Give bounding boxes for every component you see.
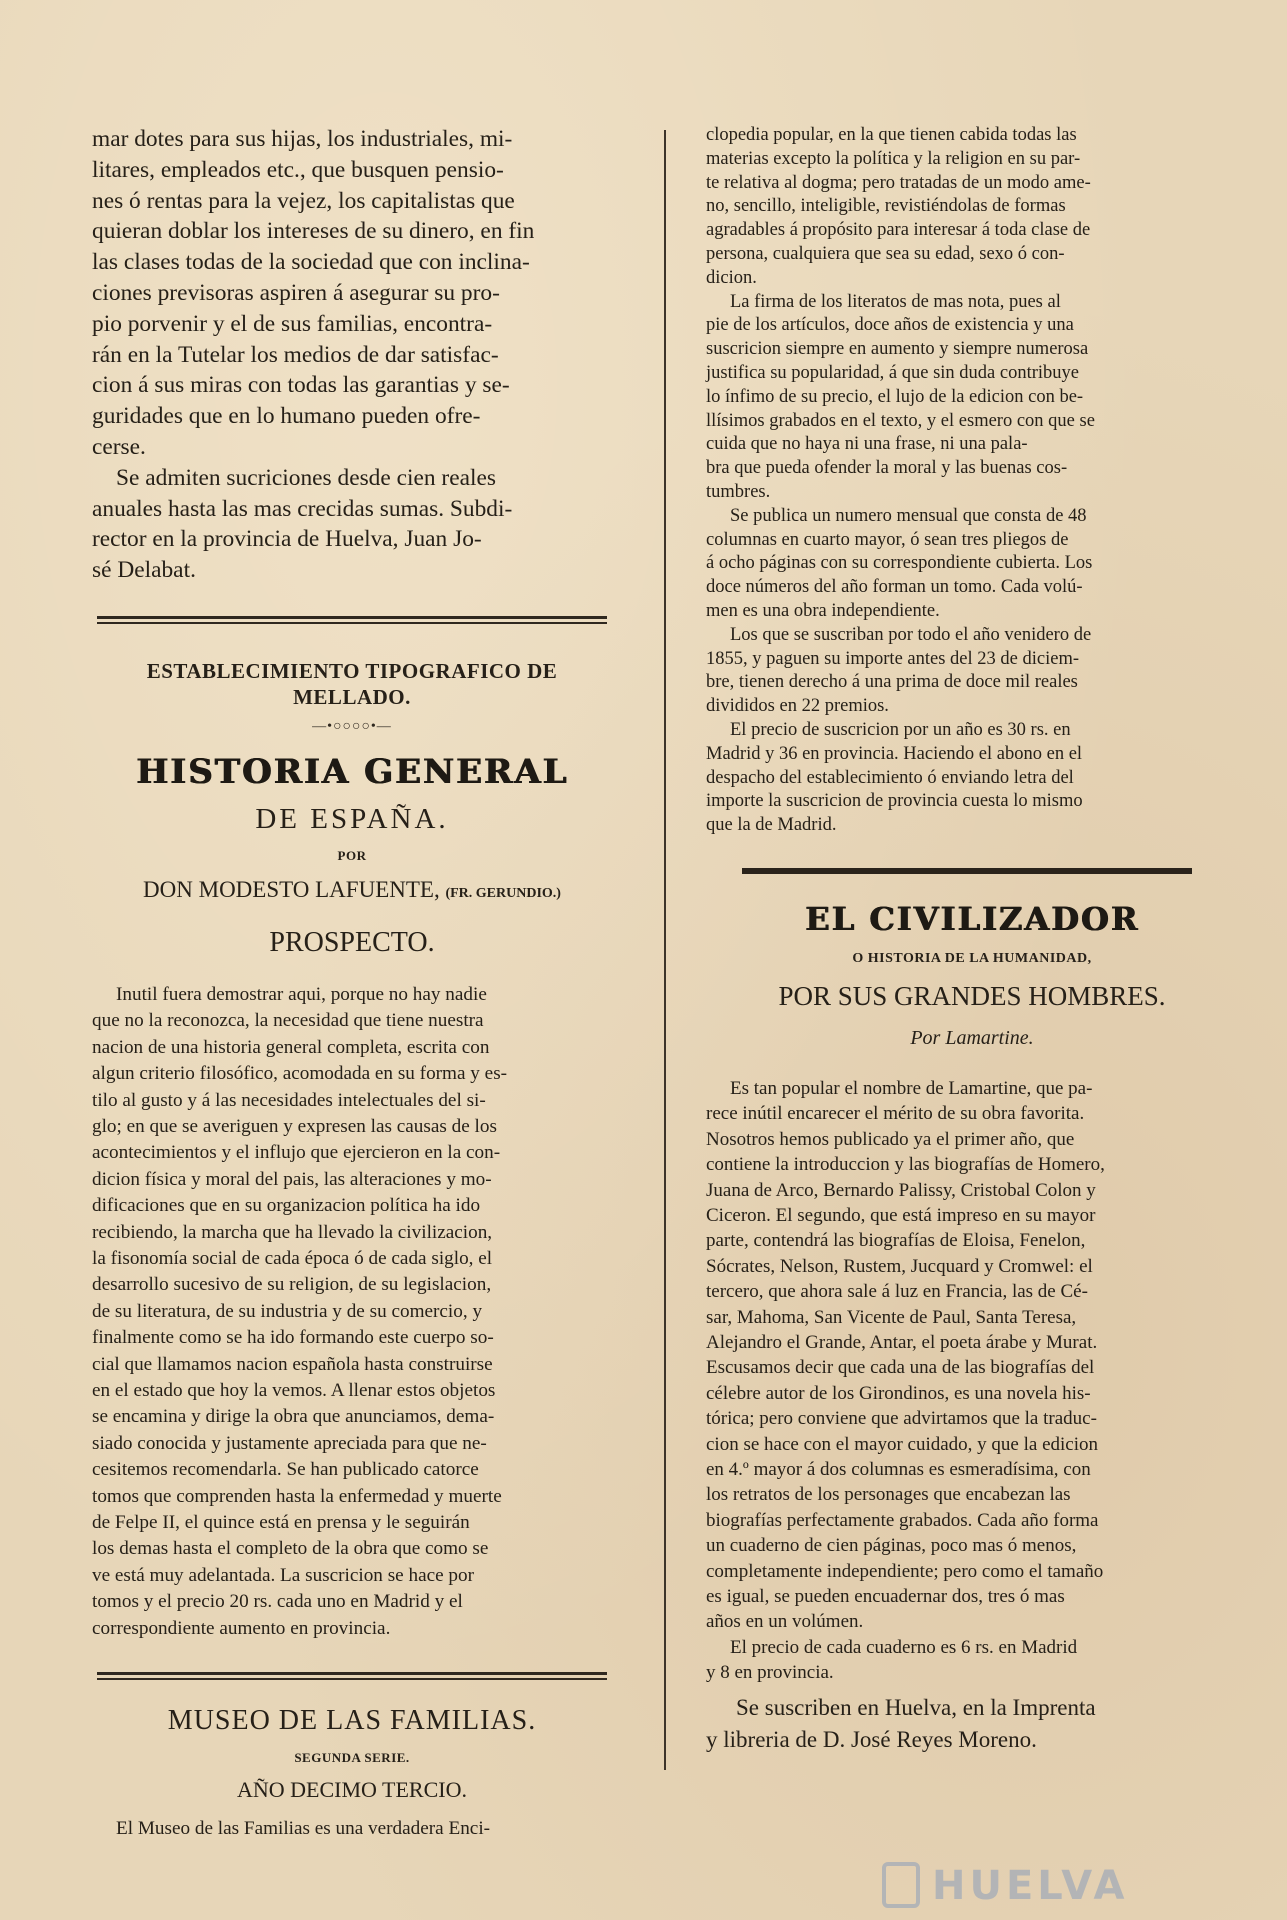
text-line: tórica; pero conviene que advirtamos que la traduc-: [706, 1408, 1097, 1430]
text-line: importe la suscricion de provincia cuesta lo mismo: [706, 791, 1083, 812]
tutelar-paragraph: [92, 124, 612, 463]
text-line: acontecimientos y el influjo que ejercieron en la con-: [92, 1142, 501, 1164]
text-line: un cuaderno de cien páginas, poco mas ó menos,: [706, 1535, 1077, 1557]
text-line: Se admiten sucriciones desde cien reales: [116, 464, 496, 491]
text-line: divididos en 22 premios.: [706, 696, 889, 717]
left-column: [92, 124, 612, 1843]
text-line: que no la reconozca, la necesidad que tiene nuestra: [92, 1010, 484, 1032]
text-line: tilo al gusto y á las necesidades intelectuales del si-: [92, 1089, 486, 1111]
text-line: clopedia popular, en la que tienen cabida todas las: [706, 125, 1077, 145]
text-line: Ciceron. El segundo, que está impreso en su mayor: [706, 1204, 1096, 1226]
text-line: bra que pueda ofender la moral y las buenas cos-: [706, 458, 1068, 479]
text-line: sar, Mahoma, San Vicente de Paul, Santa Teresa,: [706, 1306, 1077, 1328]
text-line: de Felpe II, el quince está en prensa y le seguirán: [92, 1512, 470, 1534]
civilizador-precio: [706, 1635, 1238, 1686]
civilizador-subtitle: O HISTORIA DE LA HUMANIDAD,: [852, 950, 1092, 966]
text-line: Nosotros hemos publicado ya el primer año, que: [706, 1128, 1075, 1150]
historia-title: HISTORIA GENERAL: [135, 751, 569, 792]
text-line: llísimos grabados en el texto, y el esmero con que se: [706, 410, 1095, 431]
prospecto-paragraph: [92, 982, 612, 1642]
text-line: tomos que comprenden hasta la enfermedad y muerte: [92, 1485, 502, 1507]
text-line: las clases todas de la sociedad que con inclina-: [92, 249, 530, 276]
right-column: [706, 124, 1238, 1756]
text-line: Juana de Arco, Bernardo Palissy, Cristobal Colon y: [706, 1179, 1096, 1201]
text-line: y 8 en provincia.: [706, 1662, 834, 1684]
text-line: finalmente como se ha ido formando este cuerpo so-: [92, 1327, 494, 1349]
text-line: guridades que en lo humano pueden ofre-: [92, 403, 481, 430]
text-line: rece inútil encarecer el mérito de su obra favorita.: [706, 1103, 1085, 1125]
text-line: parte, contendrá las biografías de Eloisa, Fenelon,: [706, 1230, 1086, 1252]
text-line: célebre autor de los Girondinos, es una novela his-: [706, 1382, 1091, 1404]
civilizador-title: EL CIVILIZADOR: [804, 899, 1140, 938]
text-line: litares, empleados etc., que busquen pensio-: [92, 156, 504, 183]
text-line: en el estado que hoy la vemos. A llenar estos objetos: [92, 1380, 496, 1402]
text-line: tomos y el precio 20 rs. cada uno en Madrid y el: [92, 1591, 463, 1613]
text-line: El precio de suscricion por un año es 30 rs. en: [730, 719, 1071, 740]
watermark-shield-icon: [882, 1862, 920, 1908]
text-line: cial que llamamos nacion española hasta construirse: [92, 1353, 493, 1375]
text-line: siado conocida y justamente apreciada para que ne-: [92, 1432, 487, 1454]
text-line: tercero, que ahora sale á luz en Francia, las de Cé-: [706, 1281, 1088, 1303]
museo-paragraph-2: [706, 291, 1238, 505]
museo-title: MUSEO DE LAS FAMILIAS.: [167, 1705, 537, 1737]
text-line: glo; en que se averiguen y expresen las causas de los: [92, 1115, 497, 1137]
text-line: anuales hasta las mas crecidas sumas. Subdi-: [92, 495, 513, 522]
text-line: cion á sus miras con todas las garantias y se-: [92, 372, 510, 399]
text-line: correspondiente aumento en provincia.: [92, 1617, 391, 1639]
text-line: en 4.º mayor á dos columnas es esmeradísima, con: [706, 1459, 1091, 1480]
text-line: á ocho páginas con su correspondiente cubierta. Los: [706, 553, 1093, 574]
civilizador-paragraph: [706, 1076, 1238, 1635]
text-line: materias excepto la política y la religion en su par-: [706, 148, 1081, 169]
civilizador-subtitle-2: POR SUS GRANDES HOMBRES.: [778, 980, 1166, 1011]
text-line: biografías perfectamente grabados. Cada año forma: [706, 1509, 1099, 1531]
text-line: nes ó rentas para la vejez, los capitalistas que: [92, 187, 515, 214]
text-line: te relativa al dogma; pero tratadas de un modo ame-: [706, 172, 1091, 193]
text-line: ve está muy adelantada. La suscricion se hace por: [92, 1564, 474, 1586]
watermark-text: HUELVA: [932, 1863, 1129, 1909]
text-line: mar dotes para sus hijas, los industriales, mi-: [92, 126, 513, 152]
ornament: —•○○○○•—: [312, 718, 392, 734]
text-line: dicion.: [706, 267, 757, 288]
text-line: 1855, y paguen su importe antes del 23 de diciem-: [706, 648, 1079, 669]
text-line: de su literatura, de su industria y de su comercio, y: [92, 1300, 483, 1322]
text-line: desarrollo sucesivo de su religion, de su legislacion,: [92, 1274, 492, 1296]
text-line: El precio de cada cuaderno es 6 rs. en Madrid: [730, 1636, 1078, 1658]
text-line: se encamina y dirige la obra que anunciamos, dema-: [92, 1406, 495, 1428]
museo-paragraph-5: [706, 719, 1238, 838]
por-label: POR: [337, 847, 367, 863]
text-line: dificaciones que en su organizacion política ha ido: [92, 1195, 481, 1217]
text-line: doce números del año forman un tomo. Cada volú-: [706, 577, 1083, 598]
author-name: DON MODESTO LAFUENTE,: [143, 876, 440, 902]
text-line: cesitemos recomendarla. Se han publicado catorce: [92, 1459, 479, 1481]
text-line: Sócrates, Nelson, Rustem, Jucquard y Cromwel: el: [706, 1255, 1093, 1277]
historia-subtitle: DE ESPAÑA.: [255, 802, 449, 835]
text-line: despacho del establecimiento ó enviando letra del: [706, 767, 1074, 788]
museo-paragraph-1: [706, 124, 1238, 291]
text-line: Es tan popular el nombre de Lamartine, que pa-: [730, 1077, 1093, 1099]
text-line: Escusamos decir que cada una de las biografías del: [706, 1357, 1095, 1379]
establecimiento-heading: ESTABLECIMIENTO TIPOGRAFICO DE MELLADO.: [146, 658, 558, 709]
museo-paragraph-4: [706, 624, 1238, 719]
text-line: Se suscriben en Huelva, en la Imprenta: [736, 1694, 1096, 1720]
museo-paragraph-3: [706, 505, 1238, 624]
text-line: recibiendo, la marcha que ha llevado la civilizacion,: [92, 1221, 493, 1243]
text-line: Los que se suscriban por todo el año venidero de: [730, 624, 1092, 645]
suscriben-paragraph: [706, 1692, 1238, 1756]
author-line: [92, 876, 612, 908]
text-line: justifica su popularidad, á que sin duda contribuye: [706, 362, 1079, 383]
text-line: rán en la Tutelar los medios de dar satisfac-: [92, 341, 499, 368]
text-line: bre, tienen derecho á una prima de doce mil reales: [706, 672, 1078, 693]
text-line: dicion física y moral del pais, las alteraciones y mo-: [92, 1168, 492, 1190]
text-line: ciones previsoras aspiren á asegurar su pro-: [92, 279, 500, 306]
text-line: persona, cualquiera que sea su edad, sexo ó con-: [706, 243, 1065, 264]
civilizador-author: Por Lamartine.: [910, 1026, 1034, 1049]
subscription-paragraph: [92, 463, 612, 586]
text-line: men es una obra independiente.: [706, 600, 940, 621]
text-line: cuida que no haya ni una frase, ni una pala-: [706, 434, 1028, 455]
column-divider: [664, 130, 666, 1770]
text-line: que la de Madrid.: [706, 815, 837, 836]
text-line: columnas en cuarto mayor, ó sean tres pliegos de: [706, 529, 1069, 550]
text-line: sé Delabat.: [92, 557, 196, 584]
text-line: agradables á propósito para interesar á toda clase de: [706, 220, 1091, 241]
prospecto-heading: PROSPECTO.: [269, 926, 435, 958]
text-line: Inutil fuera demostrar aqui, porque no hay nadie: [116, 983, 487, 1005]
museo-anio: AÑO DECIMO TERCIO.: [237, 1777, 467, 1803]
text-line: y libreria de D. José Reyes Moreno.: [706, 1726, 1037, 1752]
text-line: Alejandro el Grande, Antar, el poeta árabe y Murat.: [706, 1331, 1098, 1353]
section-rule: [97, 616, 607, 624]
text-line: cion se hace con el mayor cuidado, y que la edicion: [706, 1433, 1098, 1455]
text-line: no, sencillo, inteligible, revistiéndolas de formas: [706, 196, 1066, 217]
museo-first-line: El Museo de las Familias es una verdadera Enci-: [116, 1818, 491, 1840]
text-line: años en un volúmen.: [706, 1611, 864, 1633]
text-line: los retratos de los personages que encabezan las: [706, 1484, 1071, 1506]
text-line: lo ínfimo de su precio, el lujo de la edicion con be-: [706, 386, 1084, 407]
text-line: contiene la introduccion y las biografías de Homero,: [706, 1154, 1105, 1176]
text-line: pie de los artículos, doce años de existencia y una: [706, 315, 1074, 336]
text-line: los demas hasta el completo de la obra que como se: [92, 1538, 489, 1560]
text-line: la fisonomía social de cada época ó de cada siglo, el: [92, 1248, 493, 1270]
text-line: suscricion siempre en aumento y siempre numerosa: [706, 339, 1089, 360]
text-line: quieran doblar los intereses de su dinero, en fin: [92, 218, 535, 245]
text-line: Madrid y 36 en provincia. Haciendo el abono en el: [706, 743, 1083, 764]
text-line: nacion de una historia general completa, escrita con: [92, 1036, 490, 1058]
text-line: algun criterio filosófico, acomodada en su forma y es-: [92, 1063, 508, 1085]
text-line: La firma de los literatos de mas nota, pues al: [730, 291, 1061, 312]
text-line: Se publica un numero mensual que consta de 48: [730, 505, 1087, 526]
author-alias: (FR. GERUNDIO.): [445, 885, 561, 901]
text-line: cerse.: [92, 433, 146, 460]
text-line: rector en la provincia de Huelva, Juan Jo-: [92, 526, 482, 553]
text-line: pio porvenir y el de sus familias, encontra-: [92, 310, 493, 337]
text-line: es igual, se pueden encuadernar dos, tres ó mas: [706, 1586, 1065, 1608]
section-rule: [97, 1672, 607, 1680]
museo-serie: SEGUNDA SERIE.: [294, 1750, 410, 1766]
text-line: completamente independiente; pero como el tamaño: [706, 1560, 1104, 1582]
text-line: tumbres.: [706, 481, 771, 502]
